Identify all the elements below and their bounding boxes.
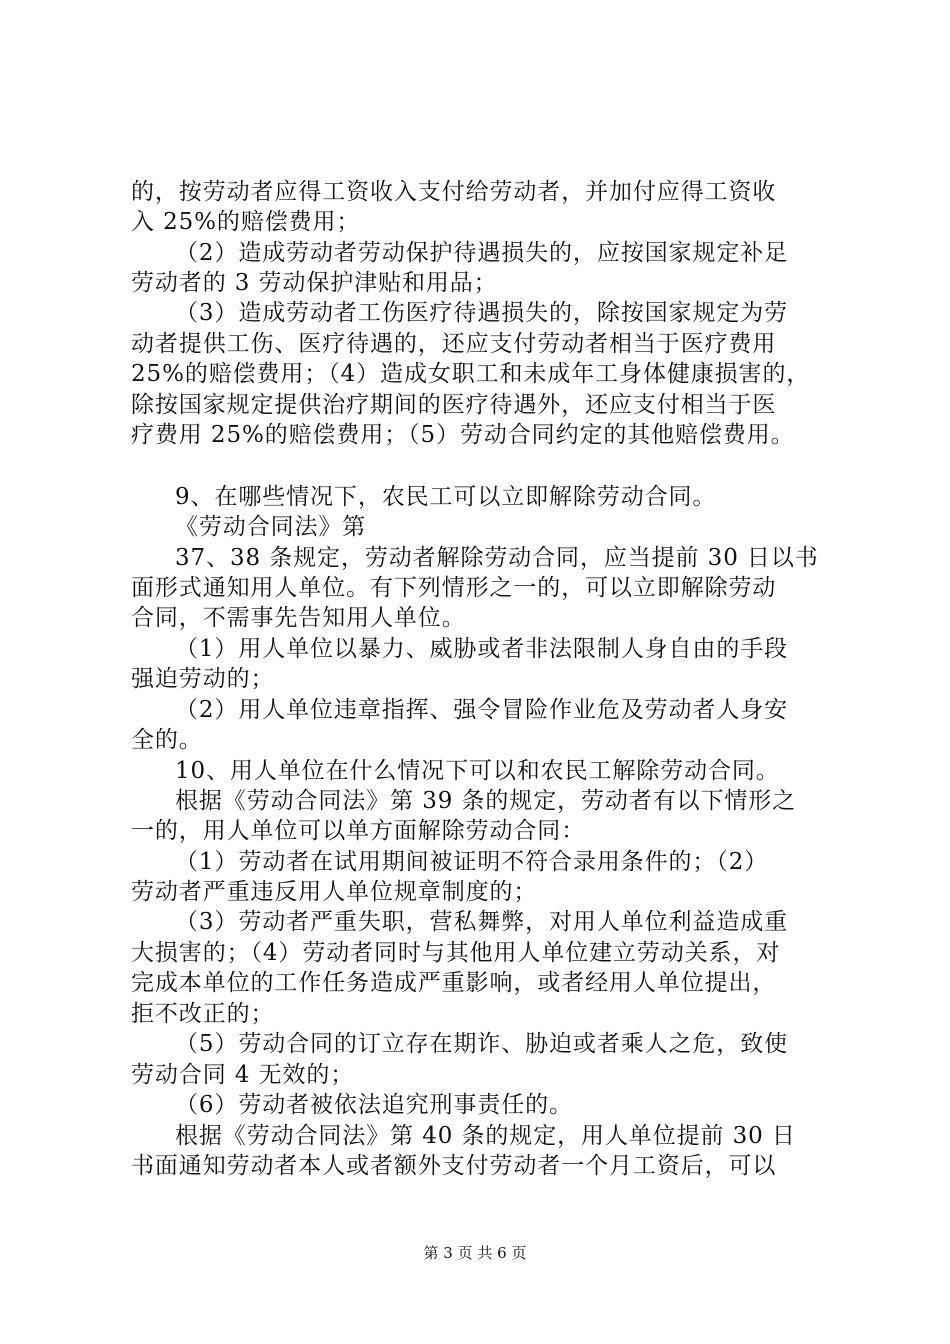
text-line: 完成本单位的工作任务造成严重影响，或者经用人单位提出， (131, 970, 777, 996)
text-line: 除按国家规定提供治疗期间的医疗待遇外，还应支付相当于医 (131, 392, 777, 418)
section-heading: 9、在哪些情况下，农民工可以立即解除劳动合同。 (175, 484, 717, 510)
text-line: 一的，用人单位可以单方面解除劳动合同： (131, 818, 586, 844)
text-line: （3）劳动者严重失职，营私舞弊，对用人单位利益造成重 (175, 909, 789, 935)
text-line: 大损害的；（4）劳动者同时与其他用人单位建立劳动关系，对 (131, 940, 781, 966)
text-line: 拒不改正的； (131, 1001, 275, 1027)
text-line: 37、38 条规定，劳动者解除劳动合同，应当提前 30 日以书 (175, 545, 819, 571)
text-line: 动者提供工伤、医疗待遇的，还应支付劳动者相当于医疗费用 (131, 331, 777, 357)
text-line: 《劳动合同法》第 (175, 514, 367, 540)
text-line: 劳动合同 4 无效的； (131, 1062, 355, 1088)
text-line: 疗费用 25%的赔偿费用；（5）劳动合同约定的其他赔偿费用。 (131, 422, 795, 448)
text-line: （5）劳动合同的订立存在期诈、胁迫或者乘人之危，致使 (175, 1031, 789, 1057)
text-line: （1）劳动者在试用期间被证明不符合录用条件的；（2） (175, 849, 769, 875)
text-line: 劳动者严重违反用人单位规章制度的； (131, 879, 538, 905)
text-line: 25%的赔偿费用；（4）造成女职工和未成年工身体健康损害的， (131, 361, 811, 387)
text-line: 劳动者的 3 劳动保护津贴和用品； (131, 270, 498, 296)
text-line: （3）造成劳动者工伤医疗待遇损失的，除按国家规定为劳 (175, 300, 789, 326)
text-line: 根据《劳动合同法》第 40 条的规定，用人单位提前 30 日 (175, 1123, 796, 1149)
text-line: （2）用人单位违章指挥、强令冒险作业危及劳动者人身安 (175, 697, 789, 723)
text-line: 入 25%的赔偿费用； (131, 209, 361, 235)
text-line: 合同，不需事先告知用人单位。 (131, 605, 466, 631)
text-line: 根据《劳动合同法》第 39 条的规定，劳动者有以下情形之 (175, 788, 797, 814)
text-line: 的，按劳动者应得工资收入支付给劳动者，并加付应得工资收 (131, 179, 777, 205)
section-heading: 10、用人单位在什么情况下可以和农民工解除劳动合同。 (175, 758, 780, 784)
text-line: （6）劳动者被依法追究刑事责任的。 (175, 1092, 573, 1118)
text-line: 强迫劳动的； (131, 666, 275, 692)
text-line: （1）用人单位以暴力、威胁或者非法限制人身自由的手段 (175, 636, 789, 662)
text-line: 面形式通知用人单位。有下列情形之一的，可以立即解除劳动 (131, 575, 777, 601)
text-line: （2）造成劳动者劳动保护待遇损失的，应按国家规定补足 (175, 240, 789, 266)
text-line: 书面通知劳动者本人或者额外支付劳动者一个月工资后，可以 (131, 1153, 777, 1179)
text-line: 全的。 (131, 727, 203, 753)
page-number-footer: 第 3 页 共 6 页 (423, 1244, 527, 1262)
